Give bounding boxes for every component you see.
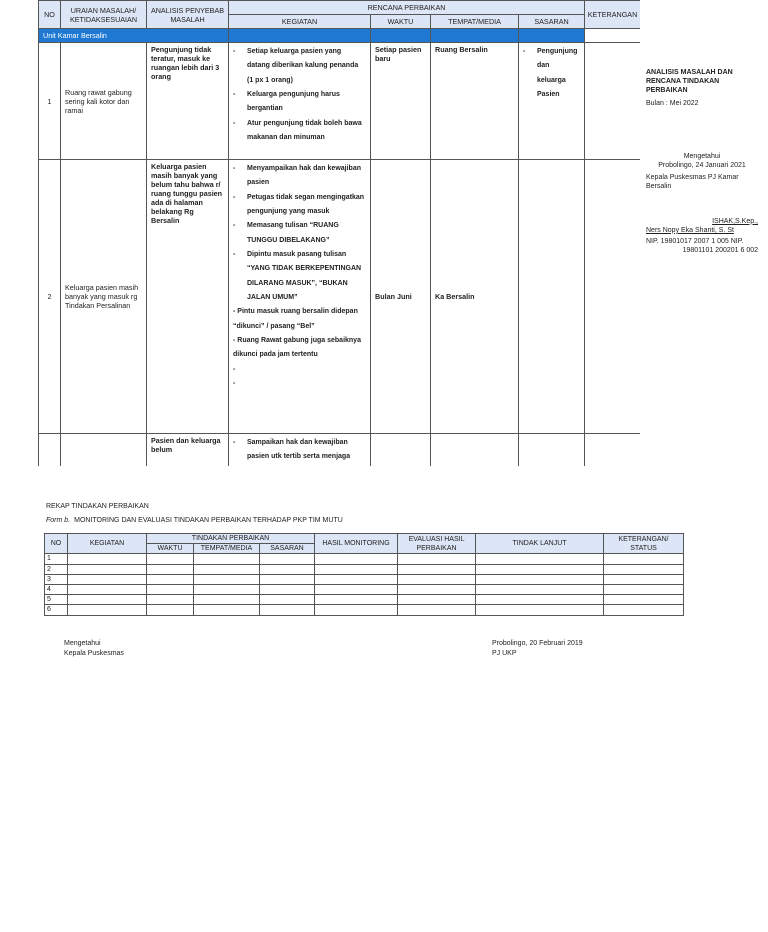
side-note-place-date: Probolingo, 24 Januari 2021 — [658, 162, 746, 170]
row-uraian: Keluarga pasien masih banyak yang masuk rg Tindakan Persalinan — [61, 160, 147, 434]
row-tempat: Ka Bersalin — [431, 160, 519, 434]
row-uraian: Ruang rawat gabung sering kali kotor dan ramai — [61, 43, 147, 160]
table-row — [39, 43, 641, 160]
side-note-nama1: ISHAK,S.Kep., — [712, 217, 758, 225]
row-number: 2 — [39, 160, 61, 434]
mon-header-tindak: TINDAK LANJUT — [476, 534, 604, 554]
mon-header-hasil: HASIL MONITORING — [315, 534, 398, 554]
signature-right — [492, 639, 583, 659]
table-row — [45, 574, 684, 584]
mon-header-waktu: WAKTU — [147, 544, 194, 554]
row-analisis: Keluarga pasien masih banyak yang belum tahu bahwa r/ ruang tunggu pasien ada di halaman belakang Rg Bersalin — [147, 160, 229, 434]
mon-header-no: NO — [45, 534, 68, 554]
side-note-mengetahui: Mengetahui — [683, 153, 721, 161]
row-kegiatan: - Setiap keluarga pasien yang datang diberikan kalung penanda (1 px 1 orang) - Keluarga pengunjung harus bergantian - Atur pengunjung tidak boleh bawa makanan dan minuman — [229, 43, 371, 160]
row-number: 1 — [45, 554, 68, 564]
signature-left — [64, 639, 124, 659]
unit-label: Unit Kamar Bersalin — [39, 29, 229, 43]
row-analisis: Pasien dan keluarga belum — [147, 434, 229, 467]
signature-left-line2: Kepala Puskesmas — [64, 650, 124, 658]
table-row — [45, 595, 684, 605]
row-sasaran — [519, 160, 585, 434]
header-no: NO — [39, 1, 61, 29]
table-row — [45, 564, 684, 574]
side-note-nip1: NIP. 19801017 2007 1 005 NIP. — [646, 237, 744, 245]
row-tempat: Ruang Bersalin — [431, 43, 519, 160]
form-heading: MONITORING DAN EVALUASI TINDAKAN PERBAIKAN TERHADAP PKP TIM MUTU — [74, 517, 343, 524]
row-waktu: Bulan Juni — [371, 160, 431, 434]
row-number: 5 — [45, 595, 68, 605]
monitoring-table — [44, 533, 684, 616]
form-title — [46, 517, 343, 524]
row-number: 4 — [45, 584, 68, 594]
table-row — [39, 434, 641, 467]
side-note-bulan: Bulan : Mei 2022 — [646, 100, 699, 108]
header-kegiatan: KEGIATAN — [229, 15, 371, 29]
row-number: 2 — [45, 564, 68, 574]
row-number — [39, 434, 61, 467]
header-sasaran: SASARAN — [519, 15, 585, 29]
header-rencana: RENCANA PERBAIKAN — [229, 1, 585, 15]
row-sasaran: - Pengunjung dan keluarga Pasien — [519, 43, 585, 160]
signature-right-line1: Probolingo, 20 Februari 2019 — [492, 640, 583, 647]
header-analisis: ANALISIS PENYEBAB MASALAH — [147, 1, 229, 29]
signature-right-line2: PJ UKP — [492, 650, 517, 658]
rekap-title: REKAP TINDAKAN PERBAIKAN — [46, 503, 149, 510]
row-uraian — [61, 434, 147, 467]
form-label: Form b. — [46, 517, 71, 524]
analysis-table — [38, 0, 640, 466]
row-kegiatan: - Menyampaikan hak dan kewajiban pasien - Petugas tidak segan mengingatkan pengunjung yang masuk - Memasang tulisan “RUANG TUNGGU DIBELAKANG” - Dipintu masuk pasang tulisan “YANG TIDAK BERKEPENTINGAN DILARANG MASUK”, “BUKAN JALAN UMUM” - Pintu masuk ruang bersalin didepan “dikunci” / pasang “Bel” - Ruang Rawat gabung juga sebaiknya dikunci pada jam tertentu - - — [229, 160, 371, 434]
table-row — [45, 605, 684, 615]
row-waktu: Setiap pasien baru — [371, 43, 431, 160]
row-analisis: Pengunjung tidak teratur, masuk ke ruangan lebih dari 3 orang — [147, 43, 229, 160]
signature-left-line1: Mengetahui — [64, 640, 101, 647]
mon-header-kegiatan: KEGIATAN — [68, 534, 147, 554]
row-number: 1 — [39, 43, 61, 160]
mon-header-tempat: TEMPAT/MEDIA — [194, 544, 260, 554]
mon-header-evaluasi: EVALUASI HASIL PERBAIKAN — [398, 534, 476, 554]
row-kegiatan: - Sampaikan hak dan kewajiban pasien utk tertib serta menjaga — [229, 434, 371, 467]
header-tempat: TEMPAT/MEDIA — [431, 15, 519, 29]
row-number: 6 — [45, 605, 68, 615]
side-note-title: ANALISIS MASALAH DAN RENCANA TINDAKAN PERBAIKAN — [646, 69, 733, 95]
mon-header-tindakan: TINDAKAN PERBAIKAN — [147, 534, 315, 544]
mon-header-keterangan: KETERANGAN/ STATUS — [604, 534, 684, 554]
row-number: 3 — [45, 574, 68, 584]
side-note-nip2: 19801101 200201 6 002 — [682, 247, 758, 255]
side-note-nama2: Ners Nopy Eka Shanti, S. St — [646, 226, 734, 234]
header-keterangan: KETERANGAN — [585, 1, 640, 29]
header-uraian: URAIAN MASALAH/ KETIDAKSESUAIAN — [61, 1, 147, 29]
header-waktu: WAKTU — [371, 15, 431, 29]
mon-header-sasaran: SASARAN — [260, 544, 315, 554]
table-row — [45, 554, 684, 564]
side-note-jabatan: Kepala Puskesmas PJ Kamar Bersalin — [646, 173, 739, 190]
table-row — [39, 160, 641, 434]
table-row — [45, 584, 684, 594]
side-note — [646, 68, 758, 255]
